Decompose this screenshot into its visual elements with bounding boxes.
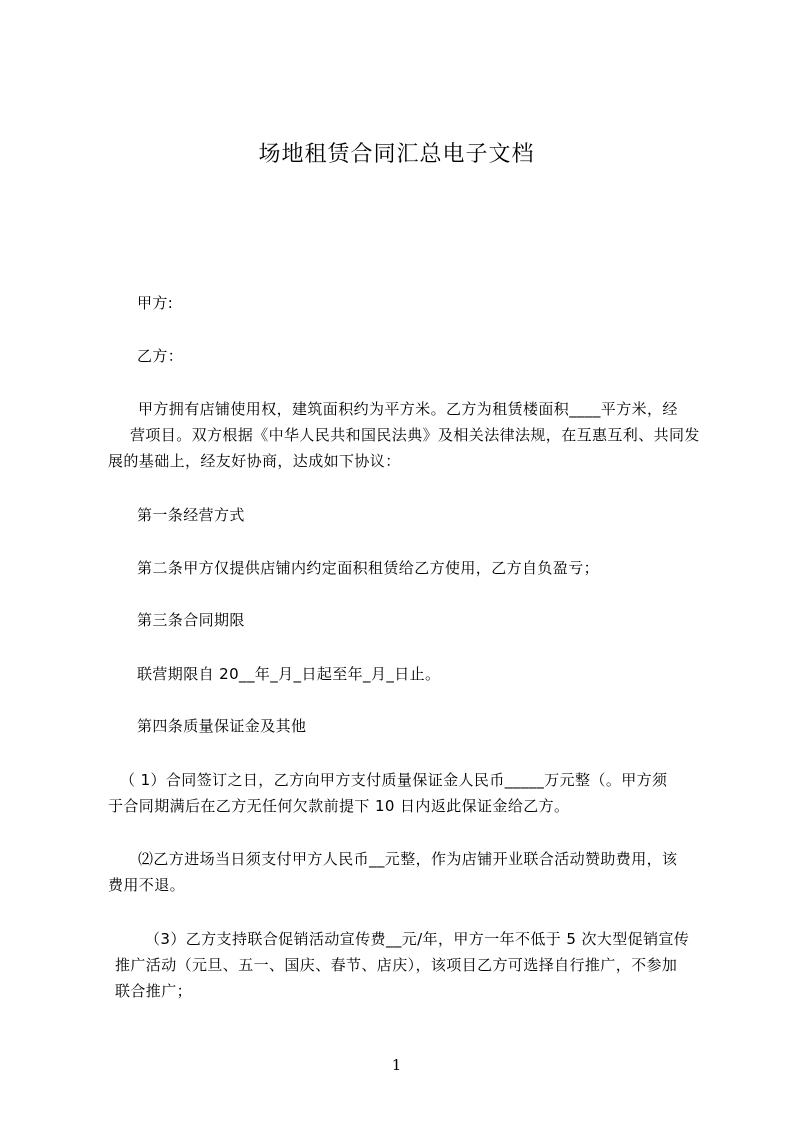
page-number: 1 (391, 1056, 402, 1074)
item-3-line-3: 联合推广； (115, 982, 193, 1000)
item-3-paragraph (108, 926, 689, 1004)
intro-line-1: 甲方拥有店铺使用权，建筑面积约为平方米。乙方为租赁楼面积____平方米，经 (138, 400, 678, 418)
item-2-paragraph (108, 846, 677, 898)
item-3-line-2: 推广活动（元旦、五一、国庆、春节、店庆），该项目乙方可选择自行推广，不参加 (115, 956, 678, 974)
intro-line-2: 营项目。双方根据《中华人民共和国民法典》及相关法律法规，在互惠互利、共同发 (130, 426, 700, 444)
party-b-label: 乙方： (137, 347, 184, 365)
article-1-heading: 第一条经营方式 (137, 506, 245, 524)
item-3-line-1: （3）乙方支持联合促销活动宣传费__元/年，甲方一年不低于 5 次大型促销宣传 (145, 930, 690, 948)
article-4-heading: 第四条质量保证金及其他 (137, 717, 307, 735)
intro-line-3: 展的基础上，经友好协商，达成如下协议： (108, 452, 401, 470)
item-2-line-1: ⑵乙方进场当日须支付甲方人民币__元整，作为店铺开业联合活动赞助费用，该 (138, 850, 678, 868)
item-2-line-2: 费用不退。 (108, 876, 186, 894)
article-2-text: 第二条甲方仅提供店铺内约定面积租赁给乙方使用，乙方自负盈亏； (137, 559, 600, 577)
intro-paragraph (108, 396, 700, 474)
document-title: 场地租赁合同汇总电子文档 (258, 142, 535, 167)
item-1-line-1: （ 1）合同签订之日，乙方向甲方支付质量保证金人民币_____万元整（。甲方须 (120, 771, 668, 789)
item-1-paragraph (108, 767, 667, 819)
article-3-heading: 第三条合同期限 (137, 611, 245, 629)
party-a-label: 甲方: (137, 294, 174, 312)
term-text: 联营期限自 20__年_月_日起至年_月_日止。 (137, 665, 441, 683)
item-1-line-2: 于合同期满后在乙方无任何欠款前提下 10 日内返此保证金给乙方。 (108, 797, 570, 815)
